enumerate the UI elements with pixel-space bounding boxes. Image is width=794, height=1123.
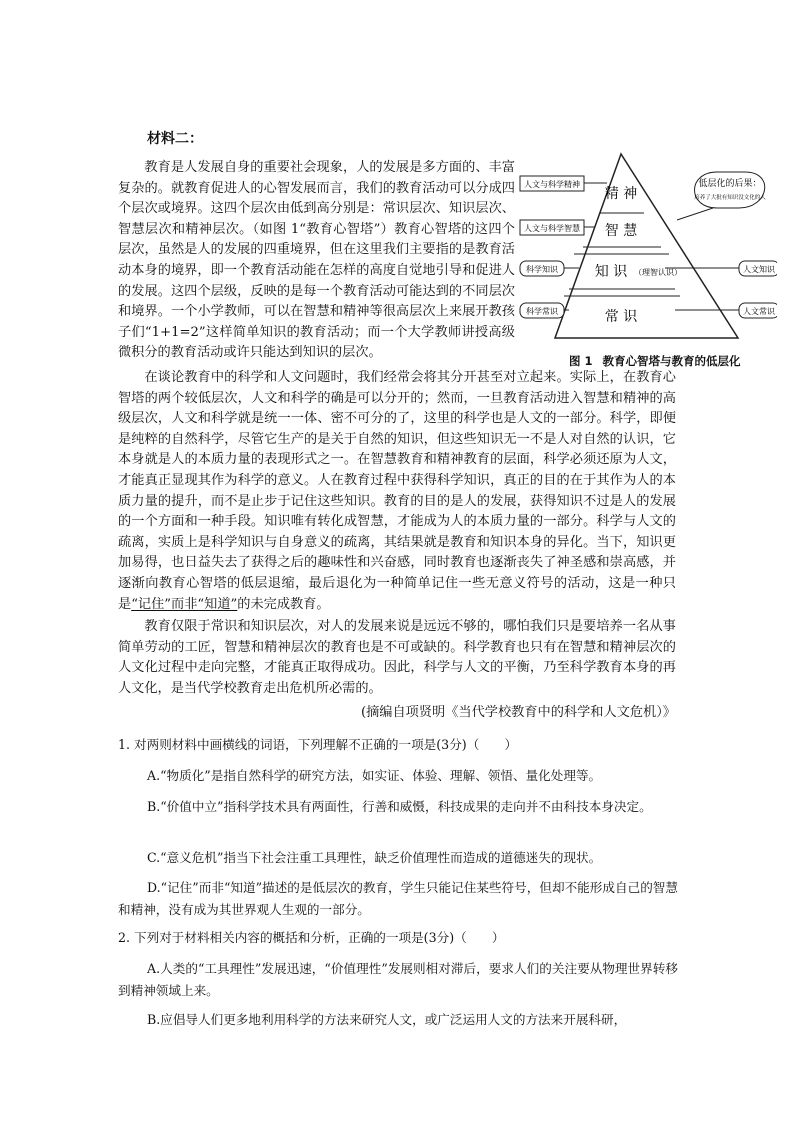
source-citation: (摘编自项贤明《当代学校教育中的科学和人文危机）》: [360, 705, 676, 720]
level-wisdom: 智 慧: [604, 223, 638, 239]
figure-number: 图 1: [569, 354, 593, 368]
left-label-spirit: 人文与科学精神: [524, 180, 580, 189]
paragraph-2-tail: 的未完成教育。: [237, 596, 330, 612]
tower-diagram: [517, 150, 777, 350]
paragraph-3: 教育仅限于常识和知识层次，对人的发展来说是远远不够的，哪怕我们只是要培养一名从事简单劳动的工匠，智慧和精神层次的教育也是不可或缺的。科学教育也只有在智慧和精神层次的人文化过程中走向完整，才能真正取得成功。因此，科学与人文的平衡，乃至科学教育本身的再人文化，是当代学校教育走出危机所必需的。: [118, 619, 676, 696]
bubble-title: 低层化的后果：: [698, 179, 762, 189]
bubble-text: 培养了大批有知识没文化的人: [694, 195, 766, 201]
right-label-knowledge: 人文知识: [743, 265, 775, 274]
paragraph-2-main: 在谈论教育中的科学和人文问题时，我们经常会将其分开甚至对立起来。实际上，在教育心智塔的两个较低层次，人文和科学的确是可以分开的；然而，一旦教育活动进入智慧和精神的高级层次，人文和科学就是统一一体、密不可分的了，这里的科学也是人文的一部分。科学，即便是纯粹的自然科学，尽管它生产的是关于自然的知识，但这些知识无一不是人对自然的认识，它本身就是人的本质力量的表现形式之一。在智慧教育和精神教育的层面，科学必须还原为人文，才能真正显现其作为科学的意义。人在教育过程中获得科学知识，真正的目的在于其作为人的本质力量的提升，而不是止步于记住这些知识。教育的目的是人的发展，获得知识不过是人的发展的一个方面和一种手段。知识唯有转化成智慧，才能成为人的本质力量的一部分。科学与人文的疏离，实质上是科学知识与自身意义的疏离，其结果就是教育和知识本身的异化。当下，知识更加易得，也日益失去了获得之后的趣味性和兴奋感，同时教育也逐渐丧失了神圣感和崇高感，并逐渐向教育心智塔的低层退缩，最后退化为一种简单记住一些无意义符号的活动，这是一种只是: [118, 370, 676, 612]
figure-caption-text: 教育心智塔与教育的低层化: [602, 354, 741, 368]
figure-caption: [569, 353, 741, 369]
level-knowledge: 知 识: [594, 264, 628, 280]
paragraph-1: 教育是人发展自身的重要社会现象，人的发展是多方面的、丰富复杂的。就教育促进人的心智发展而言，我们的教育活动可以分成四个层次或境界。这四个层次由低到高分别是：常识层次、知识层次、智慧层次和精神层次。（如图 1“教育心智塔”）教育心智塔的这四个层次，虽然是人的发展的四重境界，但在这里我们主要指的是教育活动本身的境界，即一个教育活动能在怎样的高度自觉地引导和促进人的发展。这四个层级，反映的是每一个教育活动可能达到的不同层次和境界。一个小学教师，可以在智慧和精神等很高层次上来展开教孩子们“1+1=2”这样简单知识的教育活动；而一个大学教师讲授高级微积分的教育活动或许只能达到知识的层次。: [118, 160, 515, 361]
question-2-option-b: B.应倡导人们更多地利用科学的方法来研究人文，或广泛运用人文的方法来开展科研，: [146, 1012, 627, 1027]
question-2-option-a: A.人类的“工具理性”发展迅速，“价值理性”发展则相对滞后，要求人们的关注要从物理世界转移到精神领域上来。: [118, 961, 678, 998]
underlined-phrase: “记住”而非“知道”: [131, 596, 238, 612]
paragraph-2: [118, 368, 676, 615]
level-common-sense: 常 识: [604, 309, 638, 325]
question-1-stem: 1. 对两则材料中画横线的词语，下列理解不正确的一项是(3分)（ ）: [118, 737, 518, 752]
question-1-option-a: A.“物质化”是指自然科学的研究方法，如实证、体验、理解、领悟、量化处理等。: [146, 768, 602, 783]
bubble-tail: [677, 208, 713, 220]
left-label-wisdom: 人文与科学智慧: [524, 224, 580, 233]
question-2-stem: 2. 下列对于材料相关内容的概括和分析，正确的一项是(3分)（ ）: [118, 930, 505, 945]
material-two-heading: 材料二：: [147, 131, 203, 147]
question-1-option-d: D.“记住”而非“知道”描述的是低层次的教育，学生只能记住某些符号，但却不能形成自己的智慧和精神，没有成为其世界观人生观的一部分。: [118, 880, 678, 917]
level-spirit: 精 神: [604, 186, 638, 202]
question-1-option-b: B.“价值中立”指科学技术具有两面性，行善和威慑，科技成果的走向并不由科技本身决定。: [146, 799, 652, 814]
consequence-bubble: [695, 172, 765, 208]
left-label-knowledge: 科学知识: [526, 265, 558, 274]
right-label-common-sense: 人文常识: [743, 307, 775, 316]
question-1-option-c: C.“意义危机”指当下社会注重工具理性，缺乏价值理性而造成的道德迷失的现状。: [146, 850, 602, 865]
education-mind-tower-figure: [517, 150, 777, 372]
left-label-common-sense: 科学常识: [526, 307, 558, 316]
level-knowledge-note: （理智认识）: [634, 268, 682, 277]
